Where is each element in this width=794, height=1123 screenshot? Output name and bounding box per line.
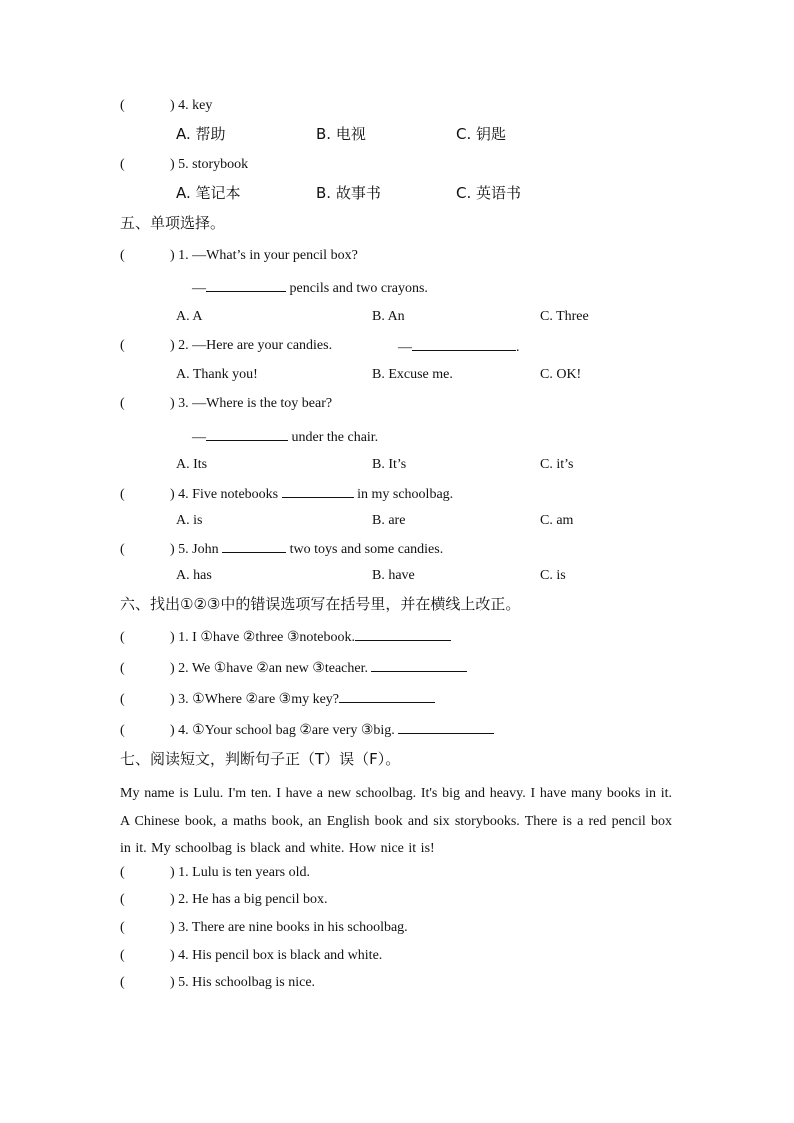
- option-c: C. 英语书: [456, 184, 522, 202]
- option-a: A. Thank you!: [176, 367, 258, 382]
- section-title: 七、阅读短文，判断句子正（T）误（F）。: [120, 750, 401, 768]
- fill-blank[interactable]: [222, 538, 286, 553]
- question-row: [120, 394, 332, 414]
- question-stem: ) 1. —What’s in your pencil box?: [170, 248, 358, 263]
- question-row: [120, 246, 358, 266]
- option-a: A. has: [176, 568, 212, 583]
- option-c: C. 钥匙: [456, 125, 507, 143]
- answer-bracket[interactable]: (: [120, 396, 125, 411]
- question-row: ( ) 4. ①Your school bag ②are very ③big.: [120, 719, 494, 741]
- option-a: A. 帮助: [176, 125, 226, 143]
- section-title: 五、单项选择。: [120, 214, 226, 232]
- fill-blank[interactable]: [282, 483, 354, 498]
- option-a: A. Its: [176, 457, 208, 472]
- question-row: [120, 96, 212, 116]
- answer-bracket[interactable]: (: [120, 920, 125, 935]
- option-b: B. are: [372, 513, 406, 528]
- option-c: C. OK!: [540, 367, 582, 382]
- fill-blank[interactable]: [206, 277, 286, 292]
- question-row: [120, 336, 332, 356]
- option-c: C. am: [540, 513, 574, 528]
- option-b: B. 故事书: [316, 184, 381, 202]
- option-b: B. An: [372, 309, 405, 324]
- option-a: A. 笔记本: [176, 184, 241, 202]
- judge-row: ( ) 3. There are nine books in his schoolbag.: [120, 918, 408, 938]
- question-row: ( ) 3. ①Where ②are ③my key?: [120, 688, 435, 710]
- option-c: C. it’s: [540, 457, 574, 472]
- section-title: 六、找出①②③中的错误选项写在括号里，并在横线上改正。: [120, 595, 521, 613]
- judge-row: ( ) 1. Lulu is ten years old.: [120, 863, 310, 883]
- answer-line: — under the chair.: [192, 426, 378, 448]
- fill-blank[interactable]: [412, 336, 516, 351]
- answer-bracket[interactable]: (: [120, 892, 125, 907]
- answer-bracket[interactable]: (: [120, 248, 125, 263]
- correction-blank[interactable]: [398, 719, 494, 734]
- option-b: B. Excuse me.: [372, 367, 453, 382]
- fill-blank[interactable]: [206, 426, 288, 441]
- answer-line: — .: [398, 336, 520, 358]
- judge-row: ( ) 2. He has a big pencil box.: [120, 890, 327, 910]
- answer-bracket[interactable]: (: [120, 948, 125, 963]
- answer-bracket[interactable]: (: [120, 98, 125, 113]
- correction-blank[interactable]: [371, 657, 467, 672]
- correction-blank[interactable]: [355, 626, 451, 641]
- question-stem: ) 5. storybook: [170, 157, 249, 172]
- question-row: ( ) 4. Five notebooks in my schoolbag.: [120, 483, 453, 505]
- answer-bracket[interactable]: (: [120, 487, 125, 502]
- option-b: B. It’s: [372, 457, 407, 472]
- question-stem: ) 4. key: [170, 98, 213, 113]
- option-a: A. A: [176, 309, 203, 324]
- question-row: [120, 155, 248, 175]
- option-b: B. 电视: [316, 125, 366, 143]
- answer-bracket[interactable]: (: [120, 157, 125, 172]
- judge-row: ( ) 5. His schoolbag is nice.: [120, 973, 315, 993]
- answer-bracket[interactable]: (: [120, 865, 125, 880]
- reading-passage: My name is Lulu. I'm ten. I have a new schoolbag. It's big and heavy. I have many books in it. A Chinese book, a maths book, an English book and six storybooks. There is a red pencil box in it. My schoolbag is black and white. How nice it is!: [120, 786, 672, 856]
- answer-bracket[interactable]: (: [120, 975, 125, 990]
- answer-bracket[interactable]: (: [120, 692, 125, 707]
- answer-line: — pencils and two crayons.: [192, 277, 428, 299]
- option-c: C. Three: [540, 309, 589, 324]
- option-a: A. is: [176, 513, 203, 528]
- question-stem: ) 2. —Here are your candies.: [170, 338, 333, 353]
- answer-bracket[interactable]: (: [120, 338, 125, 353]
- answer-bracket[interactable]: (: [120, 723, 125, 738]
- option-b: B. have: [372, 568, 415, 583]
- judge-row: ( ) 4. His pencil box is black and white.: [120, 946, 382, 966]
- answer-bracket[interactable]: (: [120, 542, 125, 557]
- question-row: ( ) 5. John two toys and some candies.: [120, 538, 443, 560]
- answer-bracket[interactable]: (: [120, 661, 125, 676]
- question-stem: ) 3. —Where is the toy bear?: [170, 396, 333, 411]
- question-row: ( ) 2. We ①have ②an new ③teacher.: [120, 657, 467, 679]
- option-c: C. is: [540, 568, 566, 583]
- correction-blank[interactable]: [339, 688, 435, 703]
- question-row: ( ) 1. I ①have ②three ③notebook.: [120, 626, 451, 648]
- answer-bracket[interactable]: (: [120, 630, 125, 645]
